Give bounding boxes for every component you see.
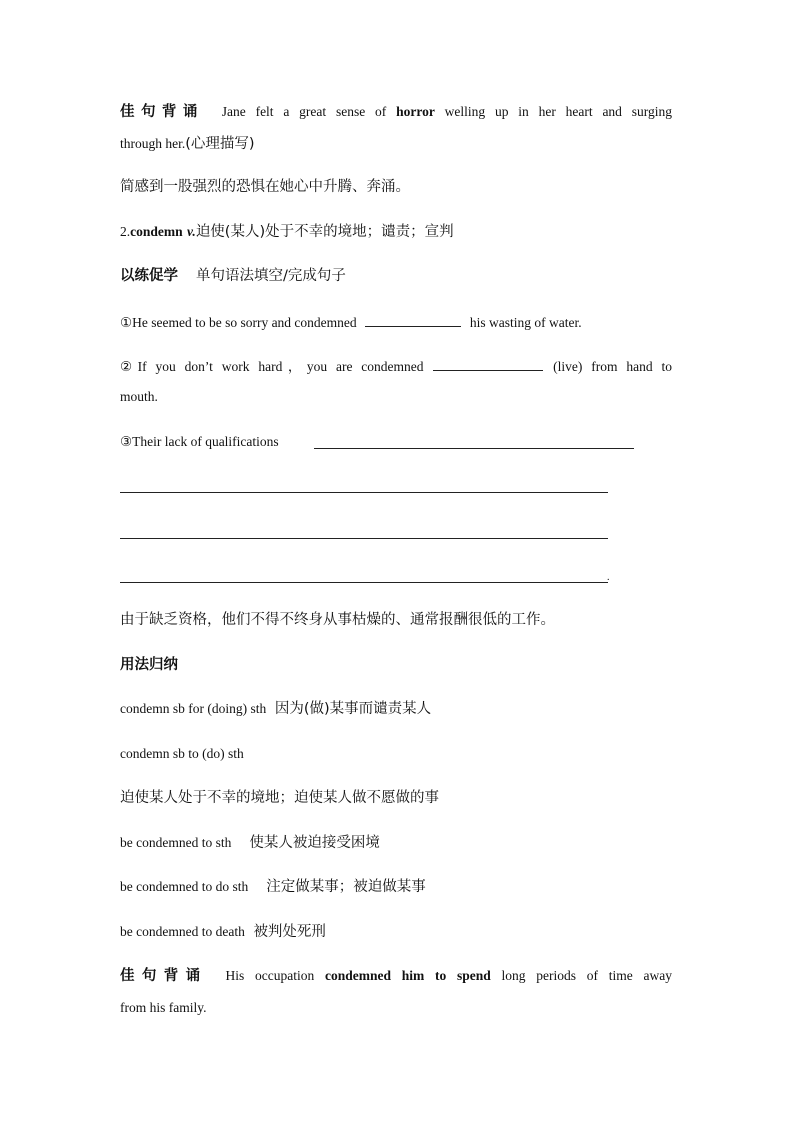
word-number: 2. — [120, 224, 131, 239]
question-3 — [120, 432, 279, 452]
example-bold-words: condemned him to spend — [325, 968, 491, 983]
practice-heading — [120, 266, 346, 286]
question-2-text-end: (live) from hand to — [553, 359, 672, 374]
word-meaning: 迫使(某人)处于不幸的境地；谴责；宣判 — [195, 224, 454, 240]
question-2-text: ②If you don’t work hard，you are condemned — [120, 359, 424, 374]
answer-blank-1[interactable] — [365, 312, 461, 327]
answer-line-3b[interactable] — [120, 492, 608, 493]
example-bold-word: horror — [396, 104, 435, 119]
usage-meaning: 迫使某人处于不幸的境地；迫使某人做不愿做的事 — [120, 790, 439, 806]
practice-task: 单句语法填空/完成句子 — [196, 268, 346, 284]
example-sentence-2-line1 — [120, 966, 672, 986]
question-2-line1 — [120, 356, 672, 377]
usage-item — [120, 877, 426, 897]
usage-item — [120, 788, 439, 808]
usage-phrase: be condemned to death — [120, 924, 245, 939]
question-1-text: ①He seemed to be so sorry and condemned — [120, 315, 357, 330]
answer-end-period: . — [607, 572, 610, 583]
answer-line-3a[interactable] — [314, 448, 634, 449]
usage-meaning: 被判处死刑 — [253, 924, 326, 940]
usage-phrase: condemn sb for (doing) sth — [120, 701, 267, 716]
example-text: through her. — [120, 136, 186, 151]
question-1 — [120, 312, 582, 333]
example-label: 佳句背诵 — [120, 104, 204, 120]
question-3-translation: 由于缺乏资格，他们不得不终身从事枯燥的、通常报酬很低的工作。 — [120, 612, 555, 628]
usage-item — [120, 922, 326, 942]
usage-heading: 用法归纳 — [120, 657, 178, 673]
question-3-text: ③Their lack of qualifications — [120, 434, 279, 449]
answer-blank-2[interactable] — [433, 356, 543, 371]
example-sentence-1-line2 — [120, 134, 255, 154]
usage-phrase: be condemned to sth — [120, 835, 232, 850]
word-headword: condemn — [130, 224, 183, 239]
example-text: His occupation — [225, 968, 325, 983]
word-pos: v. — [186, 224, 196, 239]
usage-item — [120, 833, 380, 853]
question-2-line2: mouth. — [120, 389, 158, 404]
usage-phrase: be condemned to do sth — [120, 879, 249, 894]
usage-meaning: 注定做某事；被迫做某事 — [266, 879, 426, 895]
example-label: 佳句背诵 — [120, 968, 208, 984]
example-sentence-1-line1 — [120, 102, 672, 122]
usage-meaning: 因为(做)某事而谴责某人 — [274, 701, 432, 717]
question-1-text-end: his wasting of water. — [469, 315, 582, 330]
example-note: (心理描写) — [185, 136, 255, 152]
usage-item — [120, 744, 244, 764]
word-entry-heading — [120, 222, 454, 242]
usage-meaning: 使某人被迫接受困境 — [249, 835, 380, 851]
example-text: long periods of time away — [490, 968, 673, 983]
example-text: welling up in her heart and surging — [434, 104, 673, 119]
example-translation: 简感到一股强烈的恐惧在她心中升腾、奔涌。 — [120, 179, 410, 195]
usage-item — [120, 699, 431, 719]
practice-label: 以练促学 — [120, 268, 178, 284]
example-sentence-2-line2: from his family. — [120, 1000, 207, 1015]
example-text: Jane felt a great sense of — [221, 104, 397, 119]
usage-phrase: condemn sb to (do) sth — [120, 746, 244, 761]
answer-line-3c[interactable] — [120, 538, 608, 539]
answer-line-3d[interactable] — [120, 582, 608, 583]
